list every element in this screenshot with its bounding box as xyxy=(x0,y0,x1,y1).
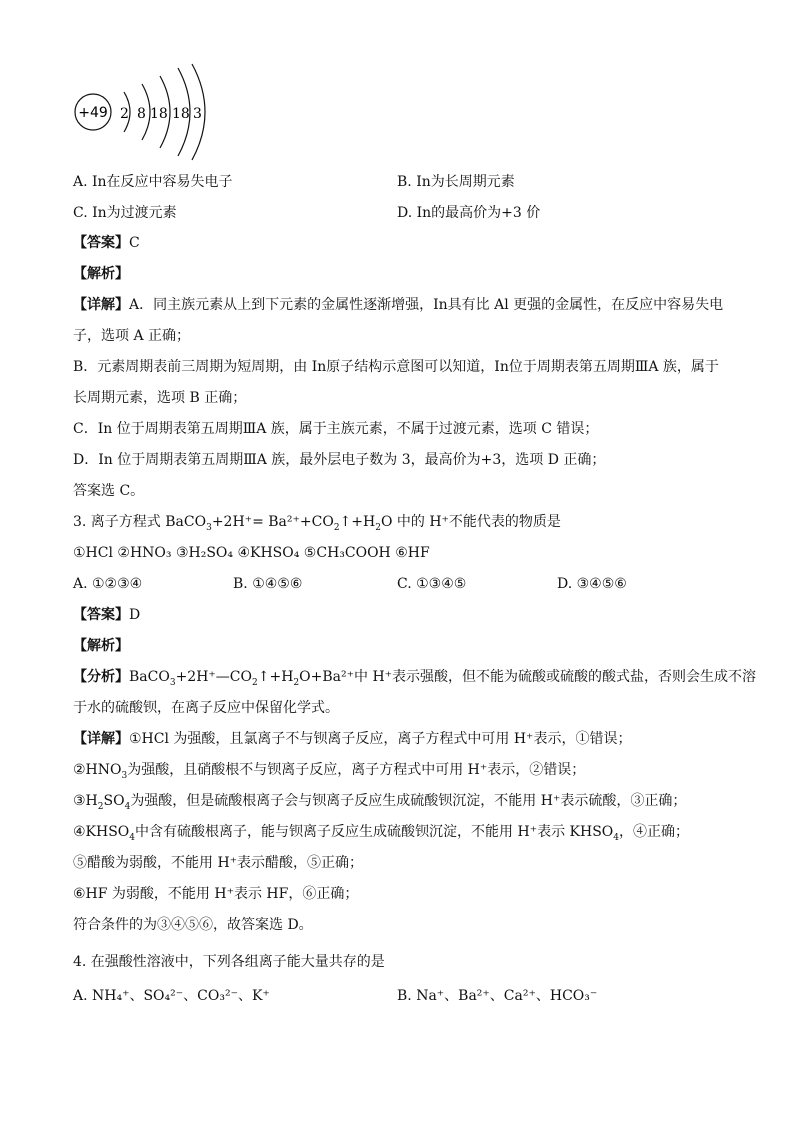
q2-conclusion: 答案选 C。 xyxy=(73,483,145,499)
q3-detail-line-1 xyxy=(73,730,631,748)
q3-detail-4b: ，④正确； xyxy=(619,824,689,840)
q3-option-b: B. ①④⑤⑥ xyxy=(233,576,303,592)
q3-detail-4a: 中含有硫酸根离子，能与钡离子反应生成硫酸钡沉淀，不能用 H⁺表示 KHSO xyxy=(135,824,614,840)
q3-fenxi-1: 中 H⁺表示强酸，但不能为硫酸或硫酸的酸式盐，否则会生成不溶 xyxy=(354,669,757,685)
q3-detail-2: $②HNO_3$为强酸，且硝酸根不与钡离子反应，离子方程式中可用 H⁺表示，②错误； xyxy=(73,762,586,781)
q3-items: ①HCl ②HNO₃ ③H₂SO₄ ④KHSO₄ ⑤CH₃COOH ⑥HF xyxy=(73,545,430,561)
q3-fenxi-2: 于水的硫酸钡，在离子反应中保留化学式。 xyxy=(73,700,339,716)
q2-detail-line-1 xyxy=(73,296,723,314)
shell-count-5: 3 xyxy=(193,106,202,122)
q2-option-d: D. In的最高价为+3 价 xyxy=(397,205,541,221)
q3-detail-3: $③H_2SO_4$为强酸，但是硫酸根离子会与钡离子反应生成硫酸钡沉淀，不能用 H⁺表示硫酸，③正确； xyxy=(73,793,687,812)
q3-stem: 3. 离子方程式 BaCO$_3$+2H⁺= $Ba^{2+}+CO_2↑+H_2O$ 中的 H⁺不能代表的物质是 xyxy=(73,514,561,533)
q2-answer: C xyxy=(129,235,140,251)
q2-option-c: C. In为过渡元素 xyxy=(73,205,177,221)
q3-detail-label: 【详解】 xyxy=(73,731,129,747)
q3-stem-mid: +2H⁺= Ba²⁺+CO xyxy=(211,514,334,530)
q3-answer: D xyxy=(129,607,141,623)
q4-option-a: A. NH₄⁺、SO₄²⁻、CO₃²⁻、K⁺ xyxy=(73,988,270,1004)
q2-detail-2b: 长周期元素，选项 B 正确； xyxy=(73,390,247,406)
q2-detail-label: 【详解】 xyxy=(73,297,129,313)
q3-detail-5: ⑤醋酸为弱酸，不能用 H⁺表示醋酸，⑤正确； xyxy=(73,855,364,871)
q3-option-d: D. ③④⑤⑥ xyxy=(557,576,627,592)
q3-detail-1: ①HCl 为强酸，且氯离子不与钡离子反应，离子方程式中可用 H⁺表示，①错误； xyxy=(129,731,632,747)
q4-stem: 4. 在强酸性溶液中，下列各组离子能大量共存的是 xyxy=(73,954,385,970)
q3-detail-3-text: 为强酸，但是硫酸根离子会与钡离子反应生成硫酸钡沉淀，不能用 H⁺表示硫酸，③正确； xyxy=(130,793,687,809)
q3-detail-6: ⑥HF 为弱酸，不能用 H⁺表示 HF，⑥正确； xyxy=(73,886,359,902)
q3-stem-prefix: 3. 离子方程式 BaCO xyxy=(73,514,207,530)
atom-structure-diagram xyxy=(72,62,222,162)
shell-count-1: 2 xyxy=(120,106,129,122)
shell-count-2: 8 xyxy=(137,106,146,122)
q2-detail-4: D．In 位于周期表第五周期ⅢA 族，最外层电子数为 3，最高价为+3，选项 D 正确； xyxy=(73,452,606,468)
q2-detail-1a: A．同主族元素从上到下元素的金属性逐渐增强，In具有比 Al 更强的金属性，在反应中容易失电 xyxy=(129,297,724,313)
q2-detail-1b: 子，选项 A 正确； xyxy=(73,328,191,344)
q3-answer-label: 【答案】 xyxy=(73,607,129,623)
q3-analysis-label: 【解析】 xyxy=(73,638,129,654)
q2-answer-line xyxy=(73,234,140,252)
q3-answer-line xyxy=(73,606,140,624)
q2-option-b: B. In为长周期元素 xyxy=(397,174,515,190)
q4-option-b: B. Na⁺、Ba²⁺、Ca²⁺、HCO₃⁻ xyxy=(397,988,598,1004)
q3-stem-mid2: ↑+H xyxy=(339,514,376,530)
shell-count-3: 18 xyxy=(150,106,168,122)
q2-detail-2a: B．元素周期表前三周期为短周期，由 In原子结构示意图可以知道，In位于周期表第五周期ⅢA 族，属于 xyxy=(73,359,719,375)
q2-answer-label: 【答案】 xyxy=(73,235,129,251)
q3-option-a: A. ①②③④ xyxy=(73,576,143,592)
q3-fenxi-line-1: 【分析】$BaCO_3+2H^+—CO_2↑+H_2O+Ba^{2+}$中 H⁺表示强酸，但不能为硫酸或硫酸的酸式盐，否则会生成不溶 xyxy=(73,669,757,688)
q3-stem-suffix: O 中的 H⁺不能代表的物质是 xyxy=(380,514,561,530)
q3-option-c: C. ①③④⑤ xyxy=(397,576,467,592)
q3-conclusion: 符合条件的为③④⑤⑥，故答案选 D。 xyxy=(73,917,313,933)
nucleus-label: +49 xyxy=(78,105,108,121)
shell-count-4: 18 xyxy=(172,106,190,122)
q2-option-a: A. In在反应中容易失电子 xyxy=(73,174,233,190)
q2-detail-3: C．In 位于周期表第五周期ⅢA 族，属于主族元素，不属于过渡元素，选项 C 错误； xyxy=(73,421,599,437)
q3-detail-4: $④KHSO_4$中含有硫酸根离子，能与钡离子反应生成硫酸钡沉淀，不能用 H⁺表示 $KHSO_4$，④正确； xyxy=(73,824,689,843)
q3-fenxi-label: 【分析】 xyxy=(73,669,129,685)
q2-analysis-label: 【解析】 xyxy=(73,266,129,282)
q3-detail-2-text: 为强酸，且硝酸根不与钡离子反应，离子方程式中可用 H⁺表示，②错误； xyxy=(127,762,586,778)
